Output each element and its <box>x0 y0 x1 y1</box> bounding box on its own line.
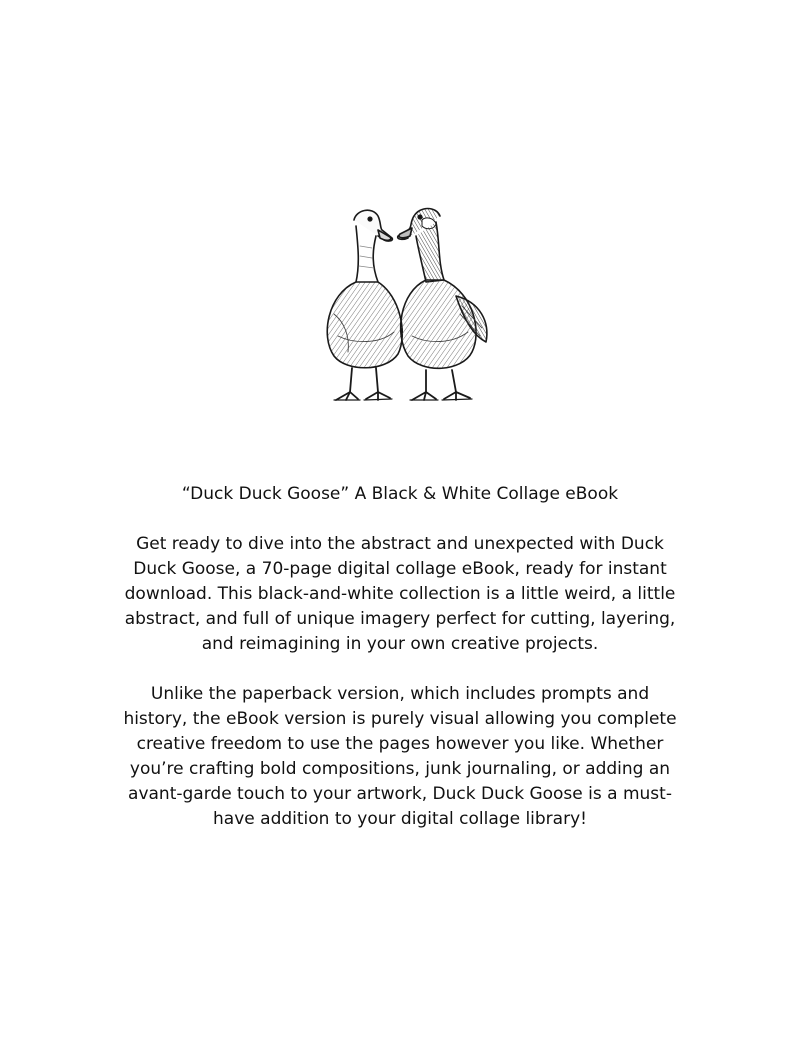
left-duck <box>327 210 402 400</box>
ebook-title: “Duck Duck Goose” A Black & White Collage eBook <box>181 484 619 504</box>
description-text <box>120 482 680 832</box>
right-goose <box>398 209 487 401</box>
duck-and-goose-icon <box>276 186 520 418</box>
description-paragraph-2: Unlike the paperback version, which includes prompts and history, the eBook version is purely visual allowing you complete creative freedom to use the pages however you like. Whether you’re crafting bold compositions, junk journaling, or adding an avant-garde touch to your artwork, Duck Duck Goose is a must-have addition to your digital collage library! <box>123 684 677 829</box>
duck-and-goose-illustration <box>276 186 520 418</box>
description-paragraph-1: Get ready to dive into the abstract and unexpected with Duck Duck Goose, a 70-page digital collage eBook, ready for instant download. This black-and-white collection is a little weird, a little abstract, and full of unique imagery perfect for cutting, layering, and reimagining in your own creative projects. <box>124 534 676 654</box>
